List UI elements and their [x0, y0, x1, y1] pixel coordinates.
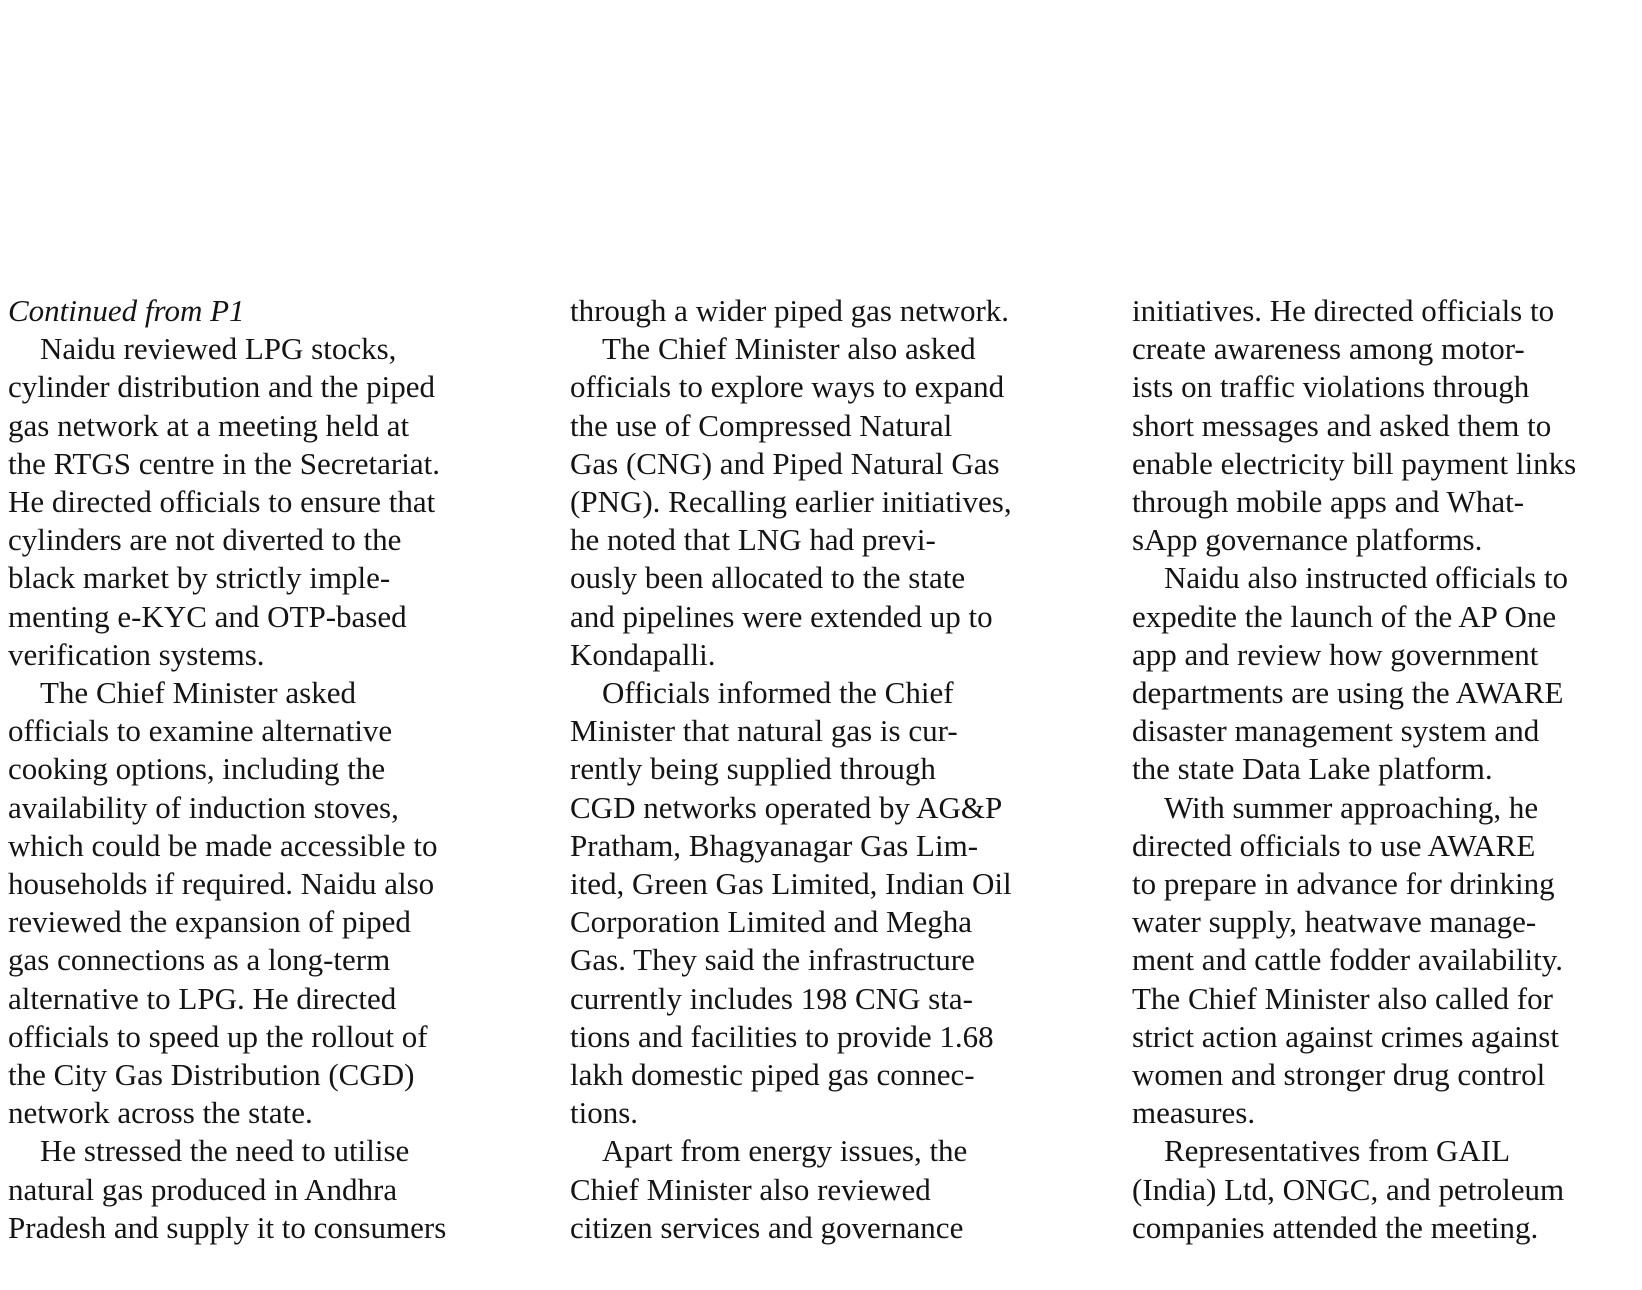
article-text-line: verification systems. [8, 636, 265, 672]
article-text-line: gas network at a meeting held at [8, 407, 410, 443]
article-column-3 [1132, 292, 1638, 1247]
article-text-line: natural gas produced in Andhra [8, 1171, 398, 1207]
article-text-line: households if required. Naidu also [8, 866, 435, 902]
article-text-line: network across the state. [8, 1095, 313, 1131]
article-text-line: availability of induction stoves, [8, 789, 399, 825]
article-text-line: The Chief Minister also asked [602, 331, 976, 367]
article-text-line: tions and facilities to provide 1.68 [570, 1018, 994, 1054]
article-text-line: ited, Green Gas Limited, Indian Oil [570, 866, 1012, 902]
article-text-line: (PNG). Recalling earlier initiatives, [570, 484, 1012, 520]
article-text-line: the use of Compressed Natural [570, 407, 953, 443]
article-text-line: measures. [1132, 1095, 1256, 1131]
article-text-line: Kondapalli. [570, 636, 716, 672]
article-text-line: departments are using the AWARE [1132, 675, 1564, 711]
article-text-line: app and review how government [1132, 636, 1539, 672]
article-text-line: Corporation Limited and Megha [570, 904, 973, 940]
article-text-line: cooking options, including the [8, 751, 386, 787]
article-text-line: rently being supplied through [570, 751, 936, 787]
article-text-line: and pipelines were extended up to [570, 598, 993, 634]
article-body [8, 292, 1638, 1290]
article-text-line: menting e-KYC and OTP-based [8, 598, 407, 634]
article-text-line: officials to examine alternative [8, 713, 393, 749]
article-text-line: Pradesh and supply it to consumers [8, 1209, 447, 1245]
article-text-line: ously been allocated to the state [570, 560, 966, 596]
article-text-line: (India) Ltd, ONGC, and petroleum [1132, 1171, 1565, 1207]
article-text-line: The Chief Minister asked [40, 675, 356, 711]
article-text-line: He stressed the need to utilise [40, 1133, 410, 1169]
article-text-line: sApp governance platforms. [1132, 522, 1483, 558]
article-text-line: enable electricity bill payment links [1132, 445, 1577, 481]
article-text-line: through mobile apps and What- [1132, 484, 1525, 520]
article-text-line: Naidu reviewed LPG stocks, [40, 331, 397, 367]
article-text-line: lakh domestic piped gas connec- [570, 1057, 975, 1093]
article-text-line: Officials informed the Chief [602, 675, 954, 711]
article-text-line: He directed officials to ensure that [8, 484, 436, 520]
article-text-line: Apart from energy issues, the [602, 1133, 968, 1169]
article-column-1 [8, 292, 528, 1247]
article-text-line: initiatives. He directed officials to [1132, 293, 1555, 328]
article-text-line: create awareness among motor- [1132, 331, 1525, 367]
article-text-line: The Chief Minister also called for [1132, 980, 1553, 1016]
article-text-line: the RTGS centre in the Secretariat. [8, 445, 440, 481]
article-text-line: the state Data Lake platform. [1132, 751, 1493, 787]
article-text-line: which could be made accessible to [8, 827, 438, 863]
article-column-2 [570, 292, 1090, 1247]
article-text-line: CGD networks operated by AG&P [570, 789, 1003, 825]
article-text-line: reviewed the expansion of piped [8, 904, 411, 940]
article-text-line: officials to explore ways to expand [570, 369, 1005, 405]
article-text-line: officials to speed up the rollout of [8, 1018, 428, 1054]
article-text-line: currently includes 198 CNG sta- [570, 980, 973, 1016]
article-text-line: directed officials to use AWARE [1132, 827, 1536, 863]
article-text-line: Minister that natural gas is cur- [570, 713, 958, 749]
article-text-line: women and stronger drug control [1132, 1057, 1546, 1093]
article-text-line: the City Gas Distribution (CGD) [8, 1057, 415, 1093]
article-text-line: Representatives from GAIL [1164, 1133, 1511, 1169]
article-text-line: Gas (CNG) and Piped Natural Gas [570, 445, 1000, 481]
article-text-line: tions. [570, 1095, 639, 1131]
article-text-line: ists on traffic violations through [1132, 369, 1530, 405]
article-text-line: alternative to LPG. He directed [8, 980, 397, 1016]
article-text-line: gas connections as a long-term [8, 942, 391, 978]
article-text-line: short messages and asked them to [1132, 407, 1552, 443]
article-text-line: he noted that LNG had previ- [570, 522, 936, 558]
article-text-line: Naidu also instructed officials to [1164, 560, 1569, 596]
article-text-line: companies attended the meeting. [1132, 1209, 1539, 1245]
article-text-line: ment and cattle fodder availability. [1132, 942, 1563, 978]
article-text-line: cylinders are not diverted to the [8, 522, 402, 558]
article-text-line: With summer approaching, he [1164, 789, 1539, 825]
article-text-line: cylinder distribution and the piped [8, 369, 436, 405]
article-text-line: citizen services and governance [570, 1209, 964, 1245]
article-text-line: Gas. They said the infrastructure [570, 942, 975, 978]
article-text-line: through a wider piped gas network. [570, 293, 1010, 328]
article-text-line: black market by strictly imple- [8, 560, 391, 596]
article-text-line: Chief Minister also reviewed [570, 1171, 931, 1207]
continued-from-note: Continued from P1 [8, 293, 245, 328]
article-text-line: Pratham, Bhagyanagar Gas Lim- [570, 827, 979, 863]
article-text-line: strict action against crimes against [1132, 1018, 1559, 1054]
article-text-line: disaster management system and [1132, 713, 1540, 749]
article-text-line: water supply, heatwave manage- [1132, 904, 1537, 940]
article-text-line: to prepare in advance for drinking [1132, 866, 1555, 902]
article-text-line: expedite the launch of the AP One [1132, 598, 1557, 634]
